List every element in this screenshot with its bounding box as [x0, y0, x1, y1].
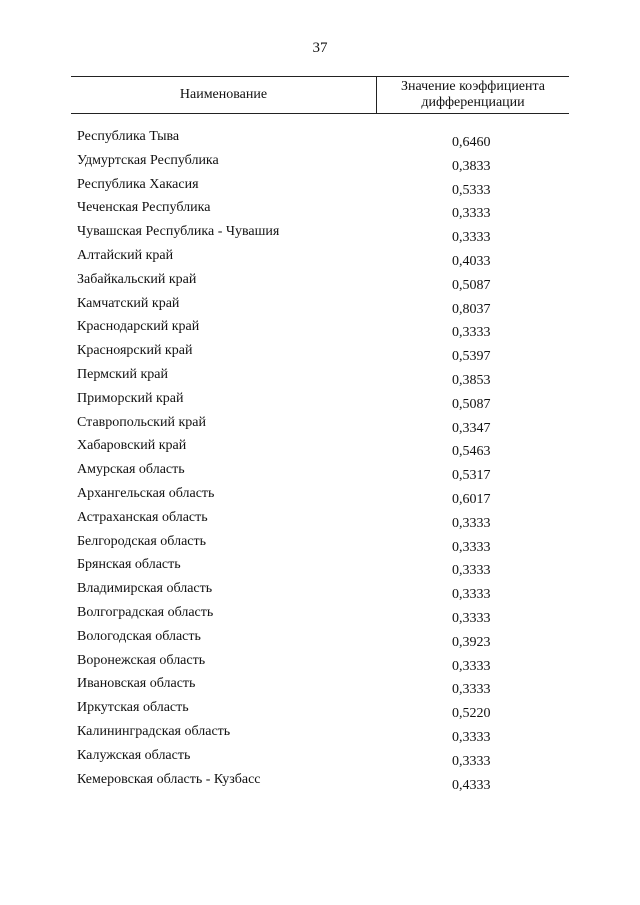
region-name: Иркутская область [77, 700, 189, 716]
region-name: Кемеровская область - Кузбасс [77, 771, 261, 787]
coefficient-value: 0,3333 [452, 729, 491, 745]
region-name: Удмуртская Республика [77, 152, 219, 168]
region-name: Забайкальский край [77, 271, 197, 287]
region-name: Белгородская область [77, 533, 207, 549]
coefficient-value: 0,3333 [452, 753, 491, 769]
table-row [0, 224, 640, 248]
region-name: Чеченская Республика [77, 200, 211, 216]
coefficient-value: 0,3923 [452, 634, 491, 650]
table-row [0, 343, 640, 367]
table-row [0, 605, 640, 629]
region-name: Амурская область [77, 462, 185, 478]
coefficient-value: 0,3333 [452, 658, 491, 674]
coefficient-value: 0,3333 [452, 563, 491, 579]
coefficient-value: 0,3333 [452, 230, 491, 246]
coefficient-value: 0,3347 [452, 420, 491, 436]
table-row [0, 153, 640, 177]
coefficient-value: 0,8037 [452, 301, 491, 317]
table-row [0, 462, 640, 486]
table-row [0, 486, 640, 510]
table-row [0, 510, 640, 534]
coefficient-value: 0,5333 [452, 182, 491, 198]
coefficient-value: 0,6460 [452, 135, 491, 150]
region-name: Краснодарский край [77, 319, 200, 335]
region-name: Камчатский край [77, 295, 180, 311]
page-number: 37 [312, 40, 328, 56]
region-name: Красноярский край [77, 343, 193, 359]
table-row [0, 438, 640, 462]
region-name: Хабаровский край [77, 438, 187, 454]
table-row [0, 557, 640, 581]
coefficient-value: 0,4333 [452, 777, 491, 793]
coefficient-value: 0,3333 [452, 539, 491, 555]
region-name: Брянская область [77, 557, 181, 573]
table-row [0, 748, 640, 772]
table-row [0, 200, 640, 224]
region-name: Ивановская область [77, 676, 196, 692]
region-name: Ставропольский край [77, 414, 206, 430]
table-row [0, 581, 640, 605]
region-name: Астраханская область [77, 509, 208, 525]
column-header-name: Наименование [179, 87, 268, 102]
coefficient-value: 0,3333 [452, 515, 491, 531]
table-row [0, 700, 640, 724]
coefficient-value: 0,3333 [452, 325, 491, 341]
coefficient-value: 0,5397 [452, 349, 491, 365]
region-name: Владимирская область [77, 581, 213, 597]
table-row [0, 534, 640, 558]
column-header-value: Значение коэффициента дифференциации [400, 79, 546, 110]
table-row [0, 177, 640, 201]
region-name: Чувашская Республика - Чувашия [77, 224, 280, 240]
region-name: Республика Тыва [77, 129, 180, 144]
coefficient-value: 0,5317 [452, 468, 491, 484]
table-row [0, 319, 640, 343]
coefficient-value: 0,3333 [452, 587, 491, 603]
coefficient-value: 0,3333 [452, 610, 491, 626]
region-name: Республика Хакасия [77, 176, 199, 192]
region-name: Архангельская область [77, 485, 215, 501]
table-header [71, 76, 569, 114]
coefficient-value: 0,5463 [452, 444, 491, 460]
region-name: Калужская область [77, 747, 191, 763]
region-name: Волгоградская область [77, 604, 214, 620]
region-name: Приморский край [77, 390, 184, 406]
table-row [0, 629, 640, 653]
coefficient-value: 0,3333 [452, 682, 491, 698]
table-body [0, 129, 640, 795]
table-row [0, 272, 640, 296]
coefficient-value: 0,3853 [452, 372, 491, 388]
coefficient-value: 0,5220 [452, 706, 491, 722]
table-row [0, 296, 640, 320]
coefficient-value: 0,5087 [452, 277, 491, 293]
table-row [0, 415, 640, 439]
table-row [0, 367, 640, 391]
table-row [0, 391, 640, 415]
region-name: Вологодская область [77, 628, 201, 644]
table-row [0, 248, 640, 272]
region-name: Алтайский край [77, 247, 174, 263]
table-row [0, 724, 640, 748]
region-name: Калининградская область [77, 723, 231, 739]
coefficient-value: 0,3333 [452, 206, 491, 222]
region-name: Пермский край [77, 366, 168, 382]
coefficient-value: 0,3833 [452, 158, 491, 174]
coefficient-value: 0,4033 [452, 253, 491, 269]
coefficient-value: 0,5087 [452, 396, 491, 412]
table-row [0, 676, 640, 700]
table-row [0, 772, 640, 796]
region-name: Воронежская область [77, 652, 206, 668]
table-row [0, 129, 640, 153]
table-row [0, 653, 640, 677]
coefficient-value: 0,6017 [452, 491, 491, 507]
